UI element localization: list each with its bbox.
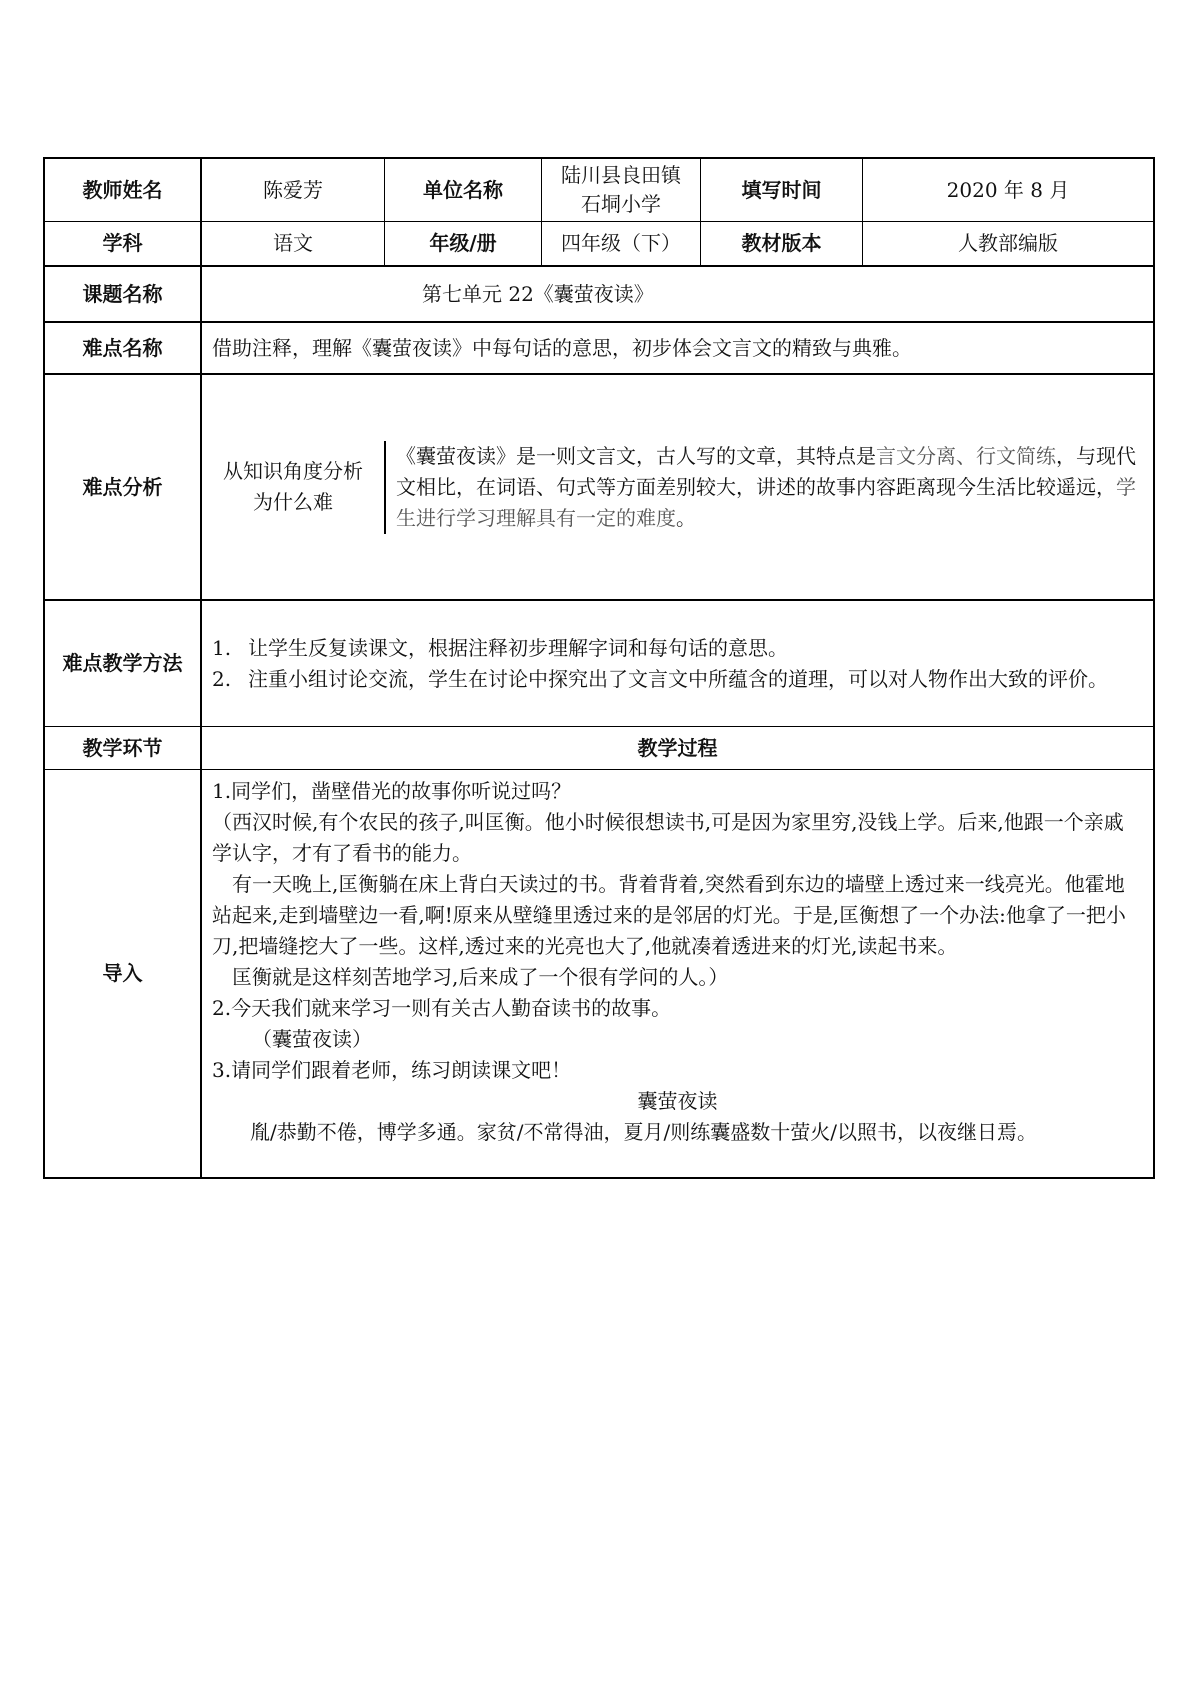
process-header-row bbox=[43, 727, 1155, 770]
subject-value: 语文 bbox=[200, 222, 384, 265]
method-list bbox=[200, 601, 1153, 726]
grade-value: 四年级（下） bbox=[541, 222, 700, 265]
unit-value bbox=[541, 159, 700, 221]
method-item-text: 让学生反复读课文，根据注释初步理解字词和每句话的意思。 bbox=[248, 635, 788, 660]
unit-label: 单位名称 bbox=[384, 159, 541, 221]
intro-poem-text: 胤/恭勤不倦，博学多通。家贫/不常得油，夏月/则练囊盛数十萤火/以照书，以夜继日焉。 bbox=[250, 1120, 1037, 1144]
analysis-label: 难点分析 bbox=[82, 474, 163, 499]
unit-value-line1: 陆川县良田镇 bbox=[561, 163, 681, 187]
process-stage-label: 教学环节 bbox=[82, 735, 163, 760]
grade-label: 年级/册 bbox=[384, 222, 541, 265]
unit-value-line2: 石垌小学 bbox=[581, 192, 661, 216]
difficulty-label: 难点名称 bbox=[82, 335, 163, 360]
teacher-value: 陈爱芳 bbox=[200, 159, 384, 221]
lesson-plan-table bbox=[43, 157, 1155, 1179]
difficulty-row bbox=[43, 323, 1155, 375]
intro-line: （囊萤夜读） bbox=[252, 1027, 372, 1051]
method-item-number: 1. bbox=[212, 635, 232, 660]
edition-value: 人教部编版 bbox=[862, 222, 1153, 265]
header-row-1 bbox=[43, 157, 1155, 222]
method-row bbox=[43, 601, 1155, 727]
analysis-text-a: 《囊萤夜读》是一则文言文，古人写的文章，其特点是 bbox=[396, 443, 876, 468]
time-value: 2020 年 8 月 bbox=[862, 159, 1153, 221]
analysis-text-b: 言文分离、行文简练 bbox=[876, 443, 1056, 468]
analysis-text-d: 学生进行学习理解具有一定的难度 bbox=[396, 474, 1136, 530]
time-label: 填写时间 bbox=[700, 159, 862, 221]
method-item-text: 注重小组讨论交流，学生在讨论中探究出了文言文中所蕴含的道理，可以对人物作出大致的评价。 bbox=[248, 666, 1108, 691]
header-row-2 bbox=[43, 222, 1155, 266]
method-label: 难点教学方法 bbox=[62, 651, 183, 675]
analysis-sublabel bbox=[200, 375, 384, 599]
method-item bbox=[212, 664, 1143, 695]
topic-label: 课题名称 bbox=[82, 281, 163, 306]
teacher-label: 教师姓名 bbox=[82, 177, 163, 202]
intro-row bbox=[43, 770, 1155, 1179]
analysis-row bbox=[43, 375, 1155, 601]
method-item bbox=[212, 633, 1143, 664]
intro-poem-title: 囊萤夜读 bbox=[637, 1089, 718, 1113]
intro-line: 匡衡就是这样刻苦地学习,后来成了一个很有学问的人。） bbox=[232, 965, 729, 989]
topic-value: 第七单元 22《囊萤夜读》 bbox=[200, 267, 1153, 321]
topic-row bbox=[43, 265, 1155, 323]
process-title: 教学过程 bbox=[200, 727, 1153, 769]
intro-line: 2.今天我们就来学习一则有关古人勤奋读书的故事。 bbox=[212, 996, 672, 1020]
analysis-sublabel-line2: 为什么难 bbox=[253, 490, 333, 514]
intro-line: 有一天晚上,匡衡躺在床上背白天读过的书。背着背着,突然看到东边的墙壁上透过来一线亮光。他霍地站起来,走到墙壁边一看,啊!原来从壁缝里透过来的是邻居的灯光。于是,匡衡想了一个办法:他拿了一把小刀,把墙缝挖大了一些。这样,透过来的光亮也大了,他就凑着透进来的灯光,读起书来。 bbox=[212, 872, 1126, 958]
analysis-text-e: 。 bbox=[676, 505, 696, 530]
method-item-number: 2. bbox=[212, 666, 232, 691]
subject-label: 学科 bbox=[102, 231, 143, 255]
intro-content bbox=[200, 770, 1153, 1177]
analysis-text-c: ，与现代文相比，在词语、句式等方面差别较大，讲述的故事内容距离现今生活比较遥远， bbox=[396, 443, 1136, 499]
edition-label: 教材版本 bbox=[700, 222, 862, 265]
analysis-sublabel-line1: 从知识角度分析 bbox=[223, 459, 363, 483]
analysis-text bbox=[384, 441, 1153, 534]
intro-line: 3.请同学们跟着老师，练习朗读课文吧！ bbox=[212, 1058, 572, 1082]
difficulty-value: 借助注释，理解《囊萤夜读》中每句话的意思，初步体会文言文的精致与典雅。 bbox=[200, 323, 1153, 373]
intro-line: 1.同学们，凿壁借光的故事你听说过吗？ bbox=[212, 779, 572, 803]
intro-label: 导入 bbox=[102, 961, 143, 985]
intro-line: （西汉时候,有个农民的孩子,叫匡衡。他小时候很想读书,可是因为家里穷,没钱上学。后来,他跟一个亲戚学认字，才有了看书的能力。 bbox=[212, 810, 1124, 865]
